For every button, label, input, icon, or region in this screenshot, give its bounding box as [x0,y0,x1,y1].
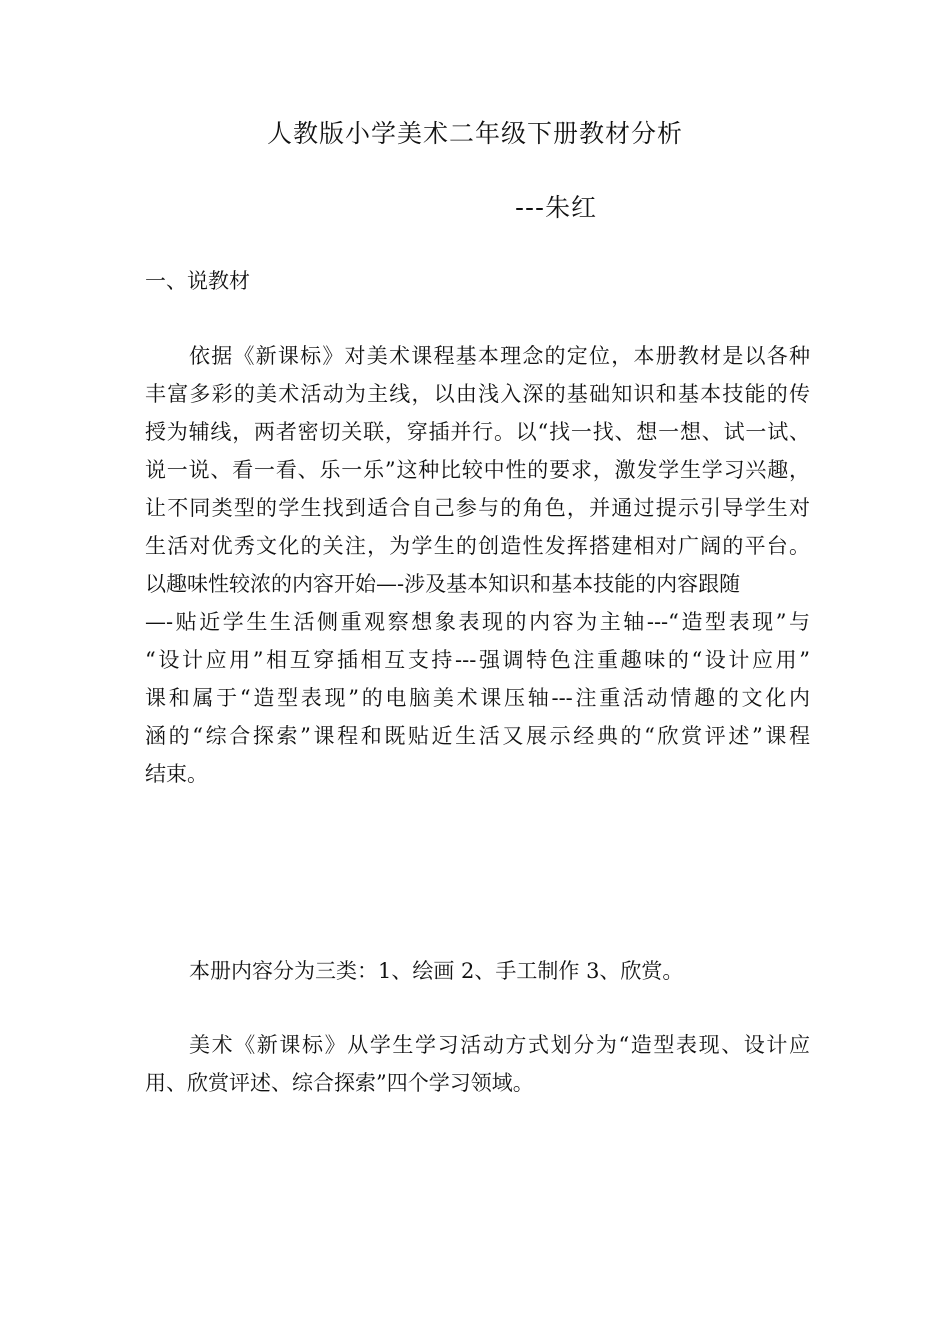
paragraph-line: 涵的“综合探索”课程和既贴近生活又展示经典的“欣赏评述”课程 [145,724,810,748]
paragraph-line: 授为辅线，两者密切关联，穿插并行。以“找一找、想一想、试一试、 [145,420,810,444]
paragraph-line: 说一说、看一看、乐一乐”这种比较中性的要求，激发学生学习兴趣， [145,458,810,482]
paragraph-line: 依据《新课标》对美术课程基本理念的定位，本册教材是以各种 [189,344,810,368]
author-line: ---朱红 [515,193,598,222]
paragraph-line: 美术《新课标》从学生学习活动方式划分为“造型表现、设计应 [189,1033,810,1057]
paragraph-line: —-贴近学生生活侧重观察想象表现的内容为主轴---“造型表现”与 [145,610,810,634]
paragraph-line: 让不同类型的学生找到适合自己参与的角色，并通过提示引导学生对 [145,496,810,520]
paragraph-line: 用、欣赏评述、综合探索”四个学习领域。 [145,1071,534,1095]
paragraph-learning-domains [145,1026,810,1102]
paragraph-line: 丰富多彩的美术活动为主线，以由浅入深的基础知识和基本技能的传 [145,382,810,406]
document-title: 人教版小学美术二年级下册教材分析 [266,119,683,148]
paragraph-content-categories: 本册内容分为三类：1、绘画 2、手工制作 3、欣赏。 [189,959,684,983]
paragraph-line: 结束。 [145,762,208,786]
paragraph-line: 课和属于“造型表现”的电脑美术课压轴---注重活动情趣的文化内 [145,686,810,710]
paragraph-line: 以趣味性较浓的内容开始—-涉及基本知识和基本技能的内容跟随 [145,572,741,596]
paragraph-line: 生活对优秀文化的关注，为学生的创造性发挥搭建相对广阔的平台。 [145,534,810,558]
paragraph-line: “设计应用”相互穿插相互支持---强调特色注重趣味的“设计应用” [145,648,810,672]
section-heading: 一、说教材 [145,269,250,293]
paragraph-textbook-overview [145,337,810,793]
